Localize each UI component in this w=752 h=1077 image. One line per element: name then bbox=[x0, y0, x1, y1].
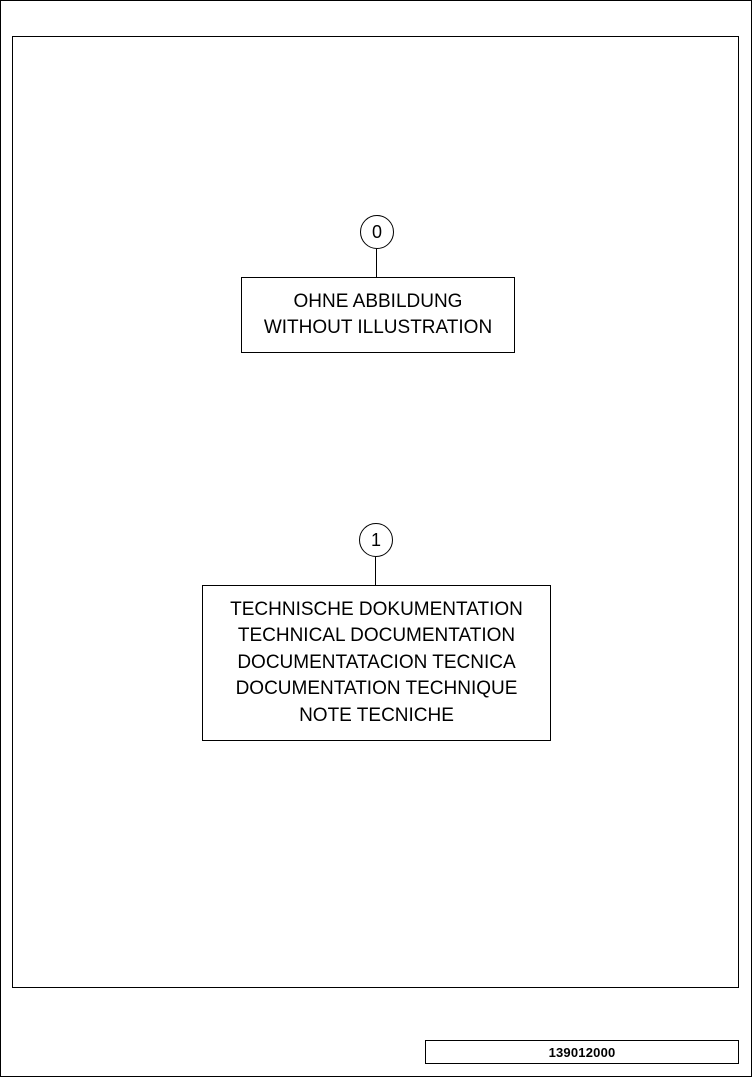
callout-1-label-line: DOCUMENTATACION TECNICA bbox=[237, 651, 516, 673]
callout-0-bubble: 0 bbox=[360, 215, 394, 249]
callout-0-leader bbox=[376, 249, 377, 278]
callout-0-label-box bbox=[241, 277, 515, 353]
part-number-box bbox=[425, 1040, 739, 1064]
callout-1-bubble: 1 bbox=[359, 523, 393, 557]
callout-1-label-line: DOCUMENTATION TECHNIQUE bbox=[235, 678, 518, 700]
callout-1-label-line: TECHNISCHE DOKUMENTATION bbox=[230, 598, 523, 620]
callout-0-label-line: OHNE ABBILDUNG bbox=[293, 290, 463, 312]
callout-1-label-line: TECHNICAL DOCUMENTATION bbox=[237, 625, 516, 647]
callout-1-leader bbox=[375, 557, 376, 586]
callout-1-label-box bbox=[202, 585, 551, 741]
drawing-frame bbox=[12, 36, 739, 988]
part-number: 139012000 bbox=[548, 1044, 616, 1060]
callout-1-label-line: NOTE TECNICHE bbox=[299, 704, 454, 726]
callout-0-label-line: WITHOUT ILLUSTRATION bbox=[263, 317, 493, 338]
